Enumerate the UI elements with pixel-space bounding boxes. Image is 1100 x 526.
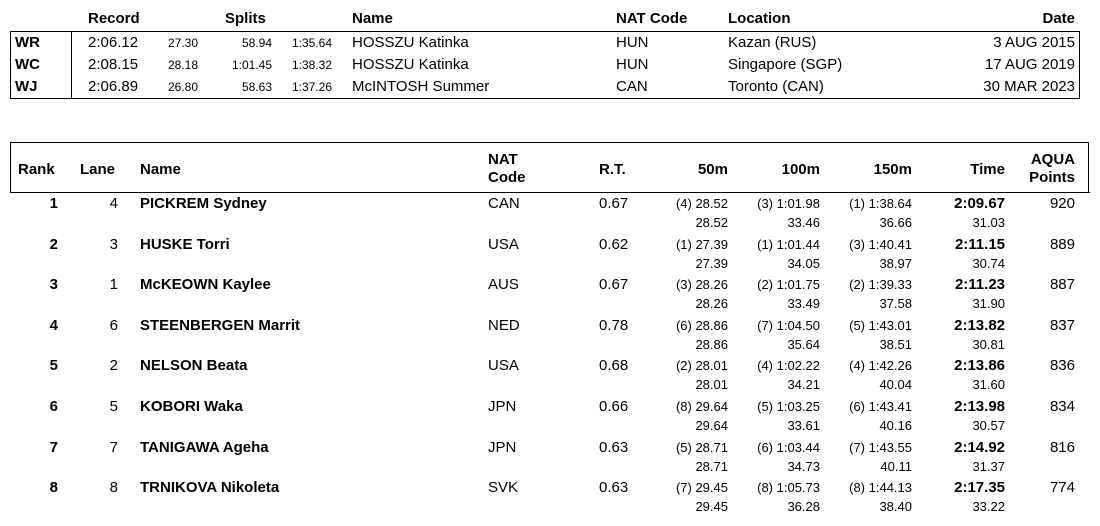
result-aqua-points: 837 bbox=[1049, 316, 1075, 334]
results-header-rt: R.T. bbox=[599, 161, 626, 178]
records-header-nat-code: NAT Code bbox=[616, 10, 688, 27]
record-split-150: 1:35.64 bbox=[291, 36, 332, 50]
result-50m-cumulative: (5) 28.71 bbox=[675, 439, 728, 455]
result-150m-cumulative: (1) 1:38.64 bbox=[849, 196, 912, 211]
result-150m-cumulative: (2) 1:39.33 bbox=[849, 277, 912, 293]
result-row bbox=[10, 233, 1090, 273]
result-lane: 5 bbox=[109, 398, 118, 415]
record-nat-code: HUN bbox=[616, 34, 649, 51]
result-100m-cumulative: (2) 1:01.75 bbox=[757, 277, 820, 293]
result-reaction-time: 0.63 bbox=[599, 479, 629, 497]
result-150m-split: 40.16 bbox=[879, 418, 912, 433]
record-split-50: 28.18 bbox=[167, 58, 198, 72]
result-name: PICKREM Sydney bbox=[140, 195, 267, 212]
record-split-150: 1:38.32 bbox=[291, 58, 332, 72]
results-header-name: Name bbox=[140, 161, 181, 178]
result-50m-split: 28.26 bbox=[695, 296, 728, 312]
result-aqua-points: 816 bbox=[1049, 438, 1075, 456]
result-nat-code: CAN bbox=[488, 195, 520, 212]
result-100m-split: 33.61 bbox=[787, 418, 820, 433]
result-100m-cumulative: (5) 1:03.25 bbox=[757, 399, 820, 414]
result-final-time: 2:09.67 bbox=[954, 195, 1005, 212]
results-header-nat-line2: Code bbox=[488, 169, 526, 186]
result-lane: 8 bbox=[109, 479, 118, 497]
result-50m-cumulative: (2) 28.01 bbox=[675, 358, 728, 374]
result-100m-cumulative: (3) 1:01.98 bbox=[757, 196, 820, 211]
record-row bbox=[10, 78, 1080, 100]
result-50m-split: 29.64 bbox=[695, 418, 728, 433]
result-final-split: 30.74 bbox=[972, 255, 1005, 271]
records-header-band bbox=[10, 8, 1080, 32]
record-type: WR bbox=[15, 34, 40, 51]
records-header-name: Name bbox=[352, 10, 393, 27]
result-150m-cumulative: (6) 1:43.41 bbox=[849, 399, 912, 414]
result-50m-cumulative: (7) 29.45 bbox=[675, 480, 728, 496]
records-header-date: Date bbox=[1042, 10, 1075, 27]
record-time: 2:06.12 bbox=[88, 34, 139, 51]
result-row bbox=[10, 436, 1090, 476]
record-date: 17 AUG 2019 bbox=[984, 56, 1075, 73]
result-name: McKEOWN Kaylee bbox=[140, 276, 271, 294]
record-location: Toronto (CAN) bbox=[728, 78, 824, 95]
result-row bbox=[10, 273, 1090, 313]
result-row bbox=[10, 314, 1090, 354]
result-final-split: 31.03 bbox=[972, 215, 1005, 230]
result-reaction-time: 0.78 bbox=[599, 316, 629, 334]
result-final-time: 2:11.23 bbox=[954, 276, 1005, 294]
result-150m-split: 40.04 bbox=[879, 377, 912, 393]
result-name: HUSKE Torri bbox=[140, 235, 230, 253]
result-row bbox=[10, 192, 1090, 232]
result-nat-code: NED bbox=[488, 316, 520, 334]
records-header-splits: Splits bbox=[225, 10, 266, 27]
result-final-split: 33.22 bbox=[972, 499, 1005, 515]
result-50m-split: 27.39 bbox=[695, 255, 728, 271]
result-nat-code: JPN bbox=[488, 398, 517, 415]
record-date: 30 MAR 2023 bbox=[983, 78, 1075, 95]
result-reaction-time: 0.68 bbox=[599, 357, 629, 375]
result-row bbox=[10, 476, 1090, 516]
result-nat-code: SVK bbox=[488, 479, 519, 497]
result-aqua-points: 889 bbox=[1049, 235, 1075, 253]
result-nat-code: AUS bbox=[488, 276, 519, 294]
result-150m-cumulative: (3) 1:40.41 bbox=[849, 236, 912, 252]
result-reaction-time: 0.66 bbox=[599, 398, 629, 415]
result-final-split: 31.90 bbox=[972, 296, 1005, 312]
result-lane: 7 bbox=[109, 438, 118, 456]
result-50m-split: 28.71 bbox=[695, 458, 728, 474]
result-rank: 7 bbox=[49, 438, 58, 456]
result-50m-cumulative: (8) 29.64 bbox=[675, 399, 728, 414]
result-aqua-points: 836 bbox=[1049, 357, 1075, 375]
result-150m-split: 40.11 bbox=[880, 458, 912, 474]
result-reaction-time: 0.67 bbox=[599, 195, 629, 212]
result-50m-split: 28.86 bbox=[695, 336, 728, 352]
result-reaction-time: 0.62 bbox=[599, 235, 629, 253]
result-rank: 8 bbox=[49, 479, 58, 497]
result-aqua-points: 834 bbox=[1049, 398, 1075, 415]
record-holder-name: HOSSZU Katinka bbox=[352, 56, 469, 73]
result-lane: 4 bbox=[109, 195, 118, 212]
result-lane: 1 bbox=[109, 276, 118, 294]
result-final-split: 31.60 bbox=[972, 377, 1005, 393]
result-final-time: 2:11.15 bbox=[954, 235, 1005, 253]
record-time: 2:06.89 bbox=[88, 78, 139, 95]
record-holder-name: HOSSZU Katinka bbox=[352, 34, 469, 51]
result-final-split: 31.37 bbox=[972, 458, 1005, 474]
record-date: 3 AUG 2015 bbox=[993, 34, 1075, 51]
result-100m-split: 34.21 bbox=[787, 377, 820, 393]
record-location: Kazan (RUS) bbox=[728, 34, 817, 51]
result-name: STEENBERGEN Marrit bbox=[140, 316, 301, 334]
result-row bbox=[10, 395, 1090, 435]
record-split-50: 26.80 bbox=[167, 80, 198, 94]
result-name: TRNIKOVA Nikoleta bbox=[140, 479, 280, 497]
results-table bbox=[10, 142, 1090, 526]
result-100m-cumulative: (7) 1:04.50 bbox=[757, 317, 820, 333]
record-nat-code: HUN bbox=[616, 56, 649, 73]
result-aqua-points: 774 bbox=[1049, 479, 1075, 497]
result-row bbox=[10, 354, 1090, 394]
result-lane: 3 bbox=[109, 235, 118, 253]
result-rank: 4 bbox=[49, 316, 58, 334]
result-50m-cumulative: (6) 28.86 bbox=[675, 317, 728, 333]
result-150m-cumulative: (4) 1:42.26 bbox=[849, 358, 912, 374]
results-header-50m: 50m bbox=[697, 161, 728, 178]
result-final-time: 2:14.92 bbox=[954, 438, 1005, 456]
result-reaction-time: 0.67 bbox=[599, 276, 629, 294]
result-100m-cumulative: (8) 1:05.73 bbox=[757, 480, 820, 496]
results-header-150m: 150m bbox=[873, 161, 912, 178]
result-final-time: 2:17.35 bbox=[954, 479, 1005, 497]
result-150m-split: 38.40 bbox=[879, 499, 912, 515]
records-table bbox=[10, 8, 1080, 98]
results-header-lane: Lane bbox=[80, 161, 116, 178]
records-header-location: Location bbox=[728, 10, 791, 27]
record-split-100: 1:01.45 bbox=[231, 58, 272, 72]
result-lane: 2 bbox=[109, 357, 118, 375]
record-split-100: 58.63 bbox=[241, 80, 272, 94]
result-reaction-time: 0.63 bbox=[599, 438, 629, 456]
record-split-100: 58.94 bbox=[241, 36, 272, 50]
records-header-record: Record bbox=[88, 10, 140, 27]
result-final-split: 30.57 bbox=[972, 418, 1005, 433]
results-header-aqua-line1: AQUA bbox=[1030, 151, 1075, 168]
record-type: WJ bbox=[15, 78, 38, 95]
result-rank: 6 bbox=[49, 398, 58, 415]
results-header-right-border bbox=[1088, 142, 1089, 192]
record-type: WC bbox=[15, 56, 40, 73]
result-aqua-points: 887 bbox=[1049, 276, 1075, 294]
result-rank: 2 bbox=[49, 235, 58, 253]
result-rank: 1 bbox=[49, 195, 58, 212]
result-100m-cumulative: (4) 1:02.22 bbox=[757, 358, 820, 374]
result-100m-split: 36.28 bbox=[787, 499, 820, 515]
result-50m-cumulative: (1) 27.39 bbox=[675, 236, 728, 252]
record-split-150: 1:37.26 bbox=[291, 80, 332, 94]
record-nat-code: CAN bbox=[616, 78, 648, 95]
result-100m-cumulative: (1) 1:01.44 bbox=[757, 236, 820, 252]
result-150m-split: 36.66 bbox=[879, 215, 912, 230]
result-100m-split: 33.46 bbox=[787, 215, 820, 230]
result-lane: 6 bbox=[109, 316, 118, 334]
result-100m-split: 34.73 bbox=[787, 458, 820, 474]
results-header-100m: 100m bbox=[781, 161, 820, 178]
result-nat-code: USA bbox=[488, 357, 519, 375]
result-150m-cumulative: (7) 1:43.55 bbox=[849, 439, 912, 455]
record-split-50: 27.30 bbox=[167, 36, 198, 50]
result-100m-split: 35.64 bbox=[787, 336, 820, 352]
result-rank: 3 bbox=[49, 276, 58, 294]
result-aqua-points: 920 bbox=[1049, 195, 1075, 212]
result-150m-cumulative: (8) 1:44.13 bbox=[849, 480, 912, 496]
result-final-time: 2:13.98 bbox=[954, 398, 1005, 415]
result-final-time: 2:13.82 bbox=[954, 316, 1005, 334]
results-header-nat-line1: NAT bbox=[488, 151, 518, 168]
record-row bbox=[10, 34, 1080, 56]
results-header-aqua-line2: Points bbox=[1029, 169, 1075, 186]
record-holder-name: McINTOSH Summer bbox=[352, 78, 490, 95]
result-rank: 5 bbox=[49, 357, 58, 375]
result-150m-split: 38.97 bbox=[879, 255, 912, 271]
result-150m-split: 38.51 bbox=[879, 336, 912, 352]
record-row bbox=[10, 56, 1080, 78]
record-location: Singapore (SGP) bbox=[728, 56, 843, 73]
result-name: KOBORI Waka bbox=[140, 398, 243, 415]
result-50m-split: 28.52 bbox=[695, 215, 728, 230]
result-name: NELSON Beata bbox=[140, 357, 248, 375]
result-100m-split: 33.49 bbox=[787, 296, 820, 312]
result-nat-code: USA bbox=[488, 235, 519, 253]
result-100m-split: 34.05 bbox=[787, 255, 820, 271]
result-50m-split: 28.01 bbox=[695, 377, 728, 393]
results-header-rank: Rank bbox=[18, 161, 55, 178]
result-final-split: 30.81 bbox=[972, 336, 1005, 352]
result-50m-split: 29.45 bbox=[695, 499, 728, 515]
record-time: 2:08.15 bbox=[88, 56, 139, 73]
results-header-time: Time bbox=[970, 161, 1005, 178]
result-150m-cumulative: (5) 1:43.01 bbox=[849, 317, 912, 333]
result-50m-cumulative: (4) 28.52 bbox=[675, 196, 728, 211]
result-100m-cumulative: (6) 1:03.44 bbox=[757, 439, 820, 455]
result-50m-cumulative: (3) 28.26 bbox=[675, 277, 728, 293]
result-final-time: 2:13.86 bbox=[954, 357, 1005, 375]
result-name: TANIGAWA Ageha bbox=[140, 438, 269, 456]
result-nat-code: JPN bbox=[488, 438, 517, 456]
result-150m-split: 37.58 bbox=[879, 296, 912, 312]
